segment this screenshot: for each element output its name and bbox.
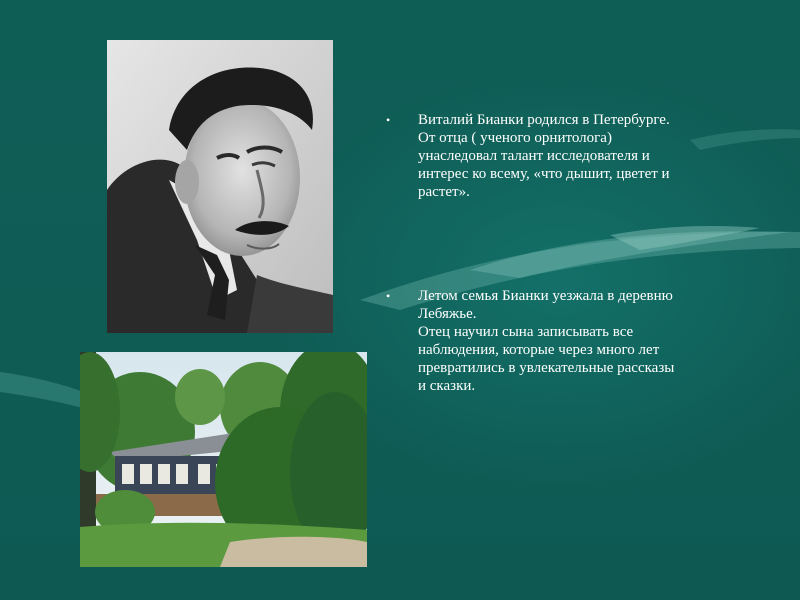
portrait-image bbox=[107, 40, 333, 333]
house-image bbox=[80, 352, 367, 567]
bullet-item-2 bbox=[384, 287, 769, 395]
bullet-line: наблюдения, которые через много лет bbox=[418, 342, 660, 358]
bullet-line: Виталий Бианки родился в Петербурге. bbox=[418, 112, 670, 128]
bullet-line: превратились в увлекательные рассказы bbox=[418, 360, 675, 376]
bullet-line: растет». bbox=[418, 184, 470, 200]
bullet-line: интерес ко всему, «что дышит, цветет и bbox=[418, 166, 670, 182]
bullet-line: и сказки. bbox=[418, 378, 476, 394]
bullet-line: Лебяжье. bbox=[418, 306, 477, 322]
text-content bbox=[384, 111, 769, 395]
bullet-marker: • bbox=[386, 113, 391, 127]
bullet-line: унаследовал талант исследователя и bbox=[418, 148, 650, 164]
bullet-item-1 bbox=[384, 111, 769, 201]
bullet-line: Отец научил сына записывать все bbox=[418, 324, 634, 340]
portrait-photo bbox=[107, 40, 333, 333]
bullet-line: От отца ( ученого орнитолога) bbox=[418, 130, 612, 146]
bullet-line: Летом семья Бианки уезжала в деревню bbox=[418, 288, 673, 304]
house-photo bbox=[80, 352, 367, 567]
bullet-marker: • bbox=[386, 289, 391, 303]
